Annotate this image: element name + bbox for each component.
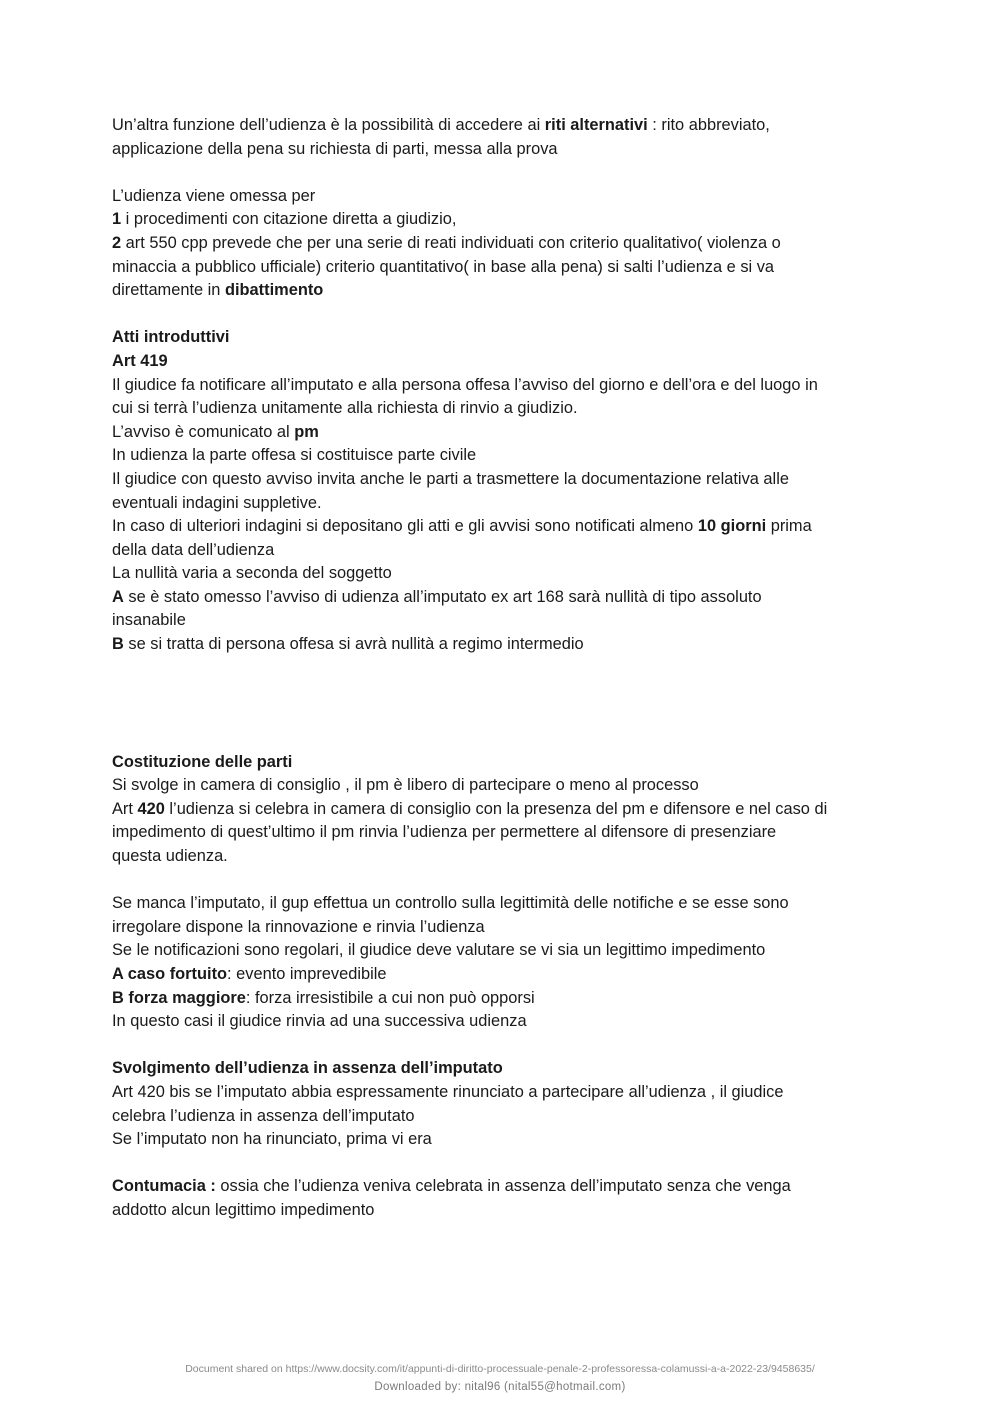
footer-downloaded-by: Downloaded by: nital96 (nital55@hotmail.com) bbox=[374, 1381, 626, 1393]
text-line: celebra l’udienza in assenza dell’imputato bbox=[112, 1106, 415, 1125]
list-letter: B bbox=[112, 635, 124, 654]
text-line: Contumacia : ossia che l’udienza veniva celebrata in assenza dell’imputato senza che venga bbox=[112, 1177, 791, 1196]
text-line: impedimento di quest’ultimo il pm rinvia l’udienza per permettere al difensore di presenziare bbox=[112, 823, 777, 842]
text-line: cui si terrà l’udienza unitamente alla richiesta di rinvio a giudizio. bbox=[112, 399, 578, 418]
text-line: L’udienza viene omessa per bbox=[112, 186, 316, 205]
text-line: Si svolge in camera di consiglio , il pm è libero di partecipare o meno al processo bbox=[112, 776, 699, 795]
text-line: della data dell’udienza bbox=[112, 540, 275, 559]
text-line: 1 i procedimenti con citazione diretta a giudizio, bbox=[112, 210, 457, 229]
text-line: In caso di ulteriori indagini si depositano gli atti e gli avvisi sono notificati almeno 10 giorni prima bbox=[112, 517, 812, 536]
bold-term: B forza maggiore bbox=[112, 988, 246, 1007]
text-line: irregolare dispone la rinnovazione e rinvia l’udienza bbox=[112, 917, 485, 936]
bold-term: pm bbox=[294, 422, 319, 441]
text-line: eventuali indagini suppletive. bbox=[112, 493, 322, 512]
text-line: applicazione della pena su richiesta di parti, messa alla prova bbox=[112, 139, 558, 158]
article-heading: Art 419 bbox=[112, 351, 168, 370]
text-line: Art 420 bis se l’imputato abbia espressamente rinunciato a partecipare all’udienza , il giudice bbox=[112, 1082, 784, 1101]
bold-term: dibattimento bbox=[224, 281, 324, 300]
text-line: La nullità varia a seconda del soggetto bbox=[112, 564, 392, 583]
text-line: B se si tratta di persona offesa si avrà nullità a regimo intermedio bbox=[112, 635, 584, 654]
bold-term: riti alternativi bbox=[544, 116, 648, 134]
text-line: Il giudice fa notificare all’imputato e alla persona offesa l’avviso del giorno e dell’ora e del luogo in bbox=[112, 375, 818, 394]
text-line: Un’altra funzione dell’udienza è la possibilità di accedere ai riti alternativi : rito abbreviato, bbox=[112, 116, 770, 134]
text-line: 2 art 550 cpp prevede che per una serie di reati individuati con criterio qualitativo( violenza o bbox=[112, 233, 781, 252]
text-line: questa udienza. bbox=[112, 847, 228, 866]
bold-term: 420 bbox=[137, 799, 165, 818]
list-letter: A bbox=[112, 587, 124, 606]
footer-shared-link[interactable]: Document shared on https://www.docsity.com/it/appunti-di-diritto-processuale-penale-2-professoressa-colamussi-a-a-2022-23/9458635/ bbox=[185, 1363, 815, 1375]
bold-term: 10 giorni bbox=[697, 517, 767, 536]
text-line: Se le notificazioni sono regolari, il giudice deve valutare se vi sia un legittimo impedimento bbox=[112, 941, 766, 960]
text-line: Se manca l’imputato, il gup effettua un controllo sulla legittimità delle notifiche e se esse sono bbox=[112, 894, 789, 913]
text-line: direttamente in dibattimento bbox=[112, 281, 324, 300]
text-line: Art 420 l’udienza si celebra in camera di consiglio con la presenza del pm e difensore e nel caso di bbox=[112, 799, 828, 818]
section-heading: Atti introduttivi bbox=[112, 328, 230, 347]
text-line: In udienza la parte offesa si costituisce parte civile bbox=[112, 446, 477, 465]
section-heading: Svolgimento dell’udienza in assenza dell’imputato bbox=[112, 1059, 503, 1078]
text-line: Se l’imputato non ha rinunciato, prima vi era bbox=[112, 1130, 432, 1149]
section-heading: Costituzione delle parti bbox=[112, 752, 293, 771]
text-line: In questo casi il giudice rinvia ad una successiva udienza bbox=[112, 1012, 527, 1031]
text-line: insanabile bbox=[112, 611, 186, 630]
document-page bbox=[112, 114, 902, 1223]
text-line: B forza maggiore: forza irresistibile a cui non può opporsi bbox=[112, 988, 535, 1007]
text-line: A caso fortuito: evento imprevedibile bbox=[112, 965, 387, 983]
text-line: A se è stato omesso l’avviso di udienza all’imputato ex art 168 sarà nullità di tipo assoluto bbox=[112, 587, 762, 606]
text-line: minaccia a pubblico ufficiale) criterio quantitativo( in base alla pena) si salti l’udienza e si va bbox=[112, 257, 775, 276]
bold-term: Contumacia : bbox=[112, 1177, 216, 1196]
text-line: L’avviso è comunicato al pm bbox=[112, 422, 319, 441]
list-number: 1 bbox=[112, 210, 122, 229]
text-line: addotto alcun legittimo impedimento bbox=[112, 1200, 375, 1219]
text-line: Il giudice con questo avviso invita anche le parti a trasmettere la documentazione relativa alle bbox=[112, 469, 789, 488]
bold-term: A caso fortuito bbox=[112, 965, 228, 983]
list-number: 2 bbox=[112, 233, 122, 252]
